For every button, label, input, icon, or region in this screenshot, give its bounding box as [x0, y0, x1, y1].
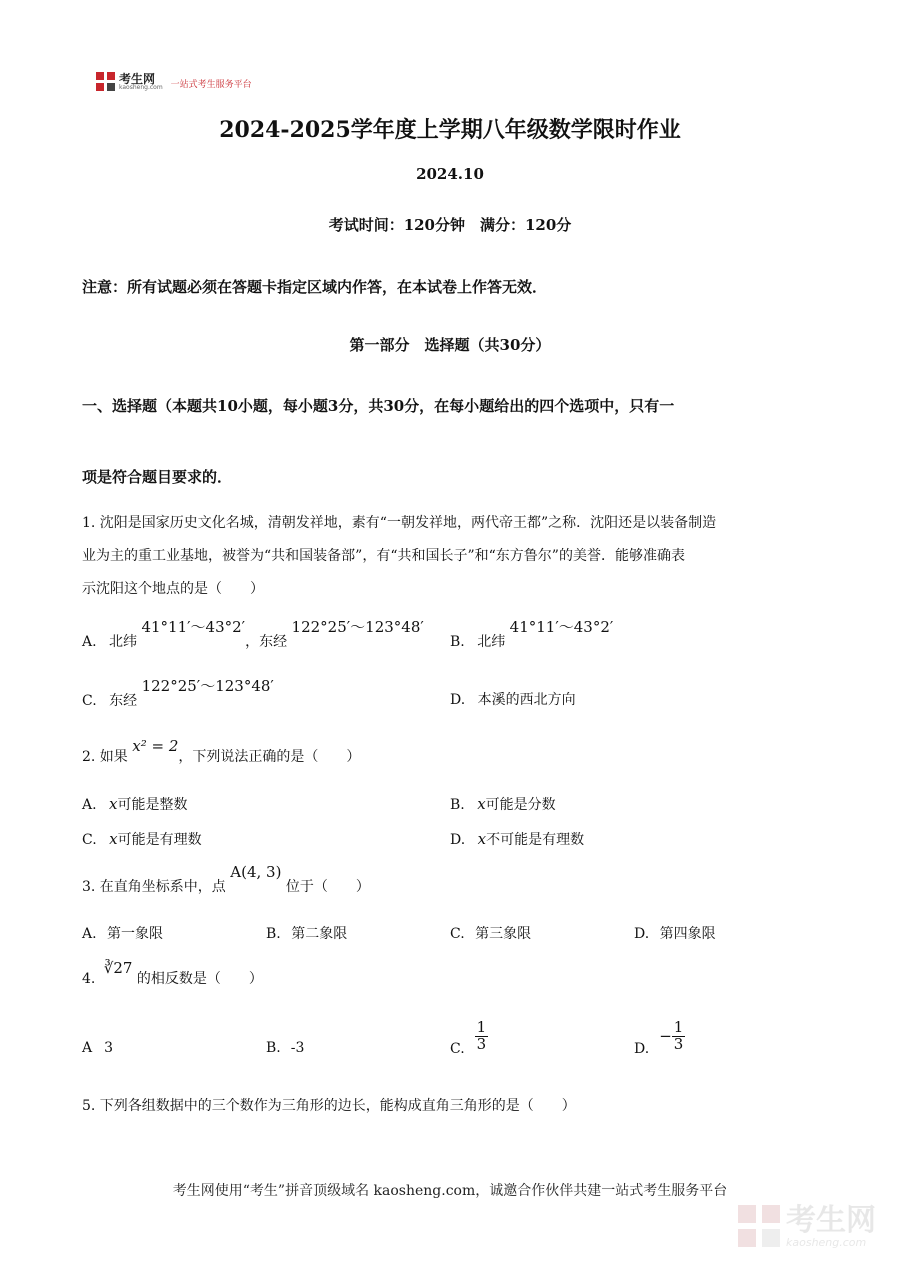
watermark-mark-icon: [738, 1205, 782, 1249]
q1-option-a: [82, 618, 424, 651]
question-4: 4. ∛27 的相反数是（ ）: [82, 959, 263, 987]
q2-option-d: D. x不可能是有理数: [450, 830, 585, 848]
exam-date: 2024.10: [416, 165, 484, 183]
option-text: ，东经: [245, 634, 288, 650]
option-text: 本溪的西北方向: [477, 692, 576, 708]
q1-line3: 示沈阳这个地点的是（ ）: [82, 581, 264, 597]
option-label: D.: [450, 692, 466, 708]
question-2: [82, 737, 361, 774]
logo-name: 考生网: [119, 72, 156, 86]
page-title: 2024-2025学年度上学期八年级数学限时作业: [219, 117, 681, 143]
q1-option-d: [450, 689, 576, 709]
part-title: 第一部分 选择题（共30分）: [349, 336, 551, 354]
question-1: [82, 507, 716, 606]
q2-pre: 2. 如果: [82, 749, 128, 765]
q4-option-c: C. $\frac{1}{3}$: [450, 1017, 487, 1057]
q1-line1: 1. 沈阳是国家历史文化名城，清朝发祥地，素有“一朝发祥地，两代帝王都”之称．沈阳还是以装备制造: [82, 515, 717, 531]
option-math: 122°25′～123°48′: [291, 618, 424, 636]
option-text: 东经: [109, 693, 138, 709]
section-intro-line1: 一、选择题（本题共10小题，每小题3分，共30分，在每小题给出的四个选项中，只有一: [82, 397, 675, 415]
q3-math: A(4, 3): [230, 863, 282, 881]
q1-option-b: [450, 618, 614, 651]
question-3: 3. 在直角坐标系中，点 A(4, 3) 位于（ ）: [82, 863, 370, 895]
logo-slogan: 一站式考生服务平台: [170, 80, 252, 90]
watermark: [738, 1202, 876, 1249]
q4-option-b: B. -3: [266, 1040, 305, 1056]
option-text: 北纬: [477, 634, 506, 650]
watermark-domain: kaosheng.com: [786, 1235, 867, 1249]
option-text: 北纬: [109, 634, 138, 650]
q3-option-c: C. 第三象限: [450, 926, 532, 942]
q4-option-d: D. − $\frac{1}{3}$: [634, 1017, 684, 1057]
q2-math: x² = 2: [132, 737, 179, 755]
q2-post: ，下列说法正确的是（ ）: [178, 749, 361, 765]
q4-option-a: A 3: [82, 1040, 114, 1056]
question-5: 5. 下列各组数据中的三个数作为三角形的边长，能构成直角三角形的是（ ）: [82, 1098, 576, 1114]
q1-option-c: [82, 677, 274, 710]
fraction: $\frac{1}{3}$: [673, 1017, 684, 1053]
option-math: 122°25′～123°48′: [141, 677, 274, 695]
watermark-name: 考生网: [786, 1202, 876, 1238]
q3-option-a: A. 第一象限: [82, 926, 164, 942]
q2-option-c: C. x可能是有理数: [82, 830, 202, 848]
q2-option-a: A. x可能是整数: [82, 795, 188, 813]
notice: 注意：所有试题必须在答题卡指定区域内作答，在本试卷上作答无效．: [82, 278, 548, 296]
q1-line2: 业为主的重工业基地，被誉为“共和国装备部”，有“共和国长子”和“东方鲁尔”的美誉．能够准确表: [82, 548, 685, 564]
exam-info: 考试时间：120分钟 满分：120分: [328, 216, 572, 234]
option-math: 41°11′～43°2′: [141, 618, 246, 636]
footer-text: 考生网使用“考生”拼音顶级域名 kaosheng.com，诚邀合作伙伴共建一站式考生服务平台: [172, 1183, 728, 1199]
logo-domain: kaosheng.com: [119, 84, 163, 91]
option-math: 41°11′～43°2′: [509, 618, 614, 636]
section-intro-line2: 项是符合题目要求的．: [82, 468, 233, 486]
q2-option-b: B. x可能是分数: [450, 795, 556, 813]
option-label: C.: [82, 693, 97, 709]
header-logo: [96, 72, 252, 92]
option-label: B.: [450, 634, 465, 650]
logo-mark-icon: [96, 72, 116, 92]
fraction: $\frac{1}{3}$: [476, 1017, 487, 1053]
q4-math: ∛27: [103, 959, 133, 977]
option-label: A.: [82, 634, 97, 650]
q3-option-b: B. 第二象限: [266, 926, 348, 942]
q3-option-d: D. 第四象限: [634, 926, 716, 942]
